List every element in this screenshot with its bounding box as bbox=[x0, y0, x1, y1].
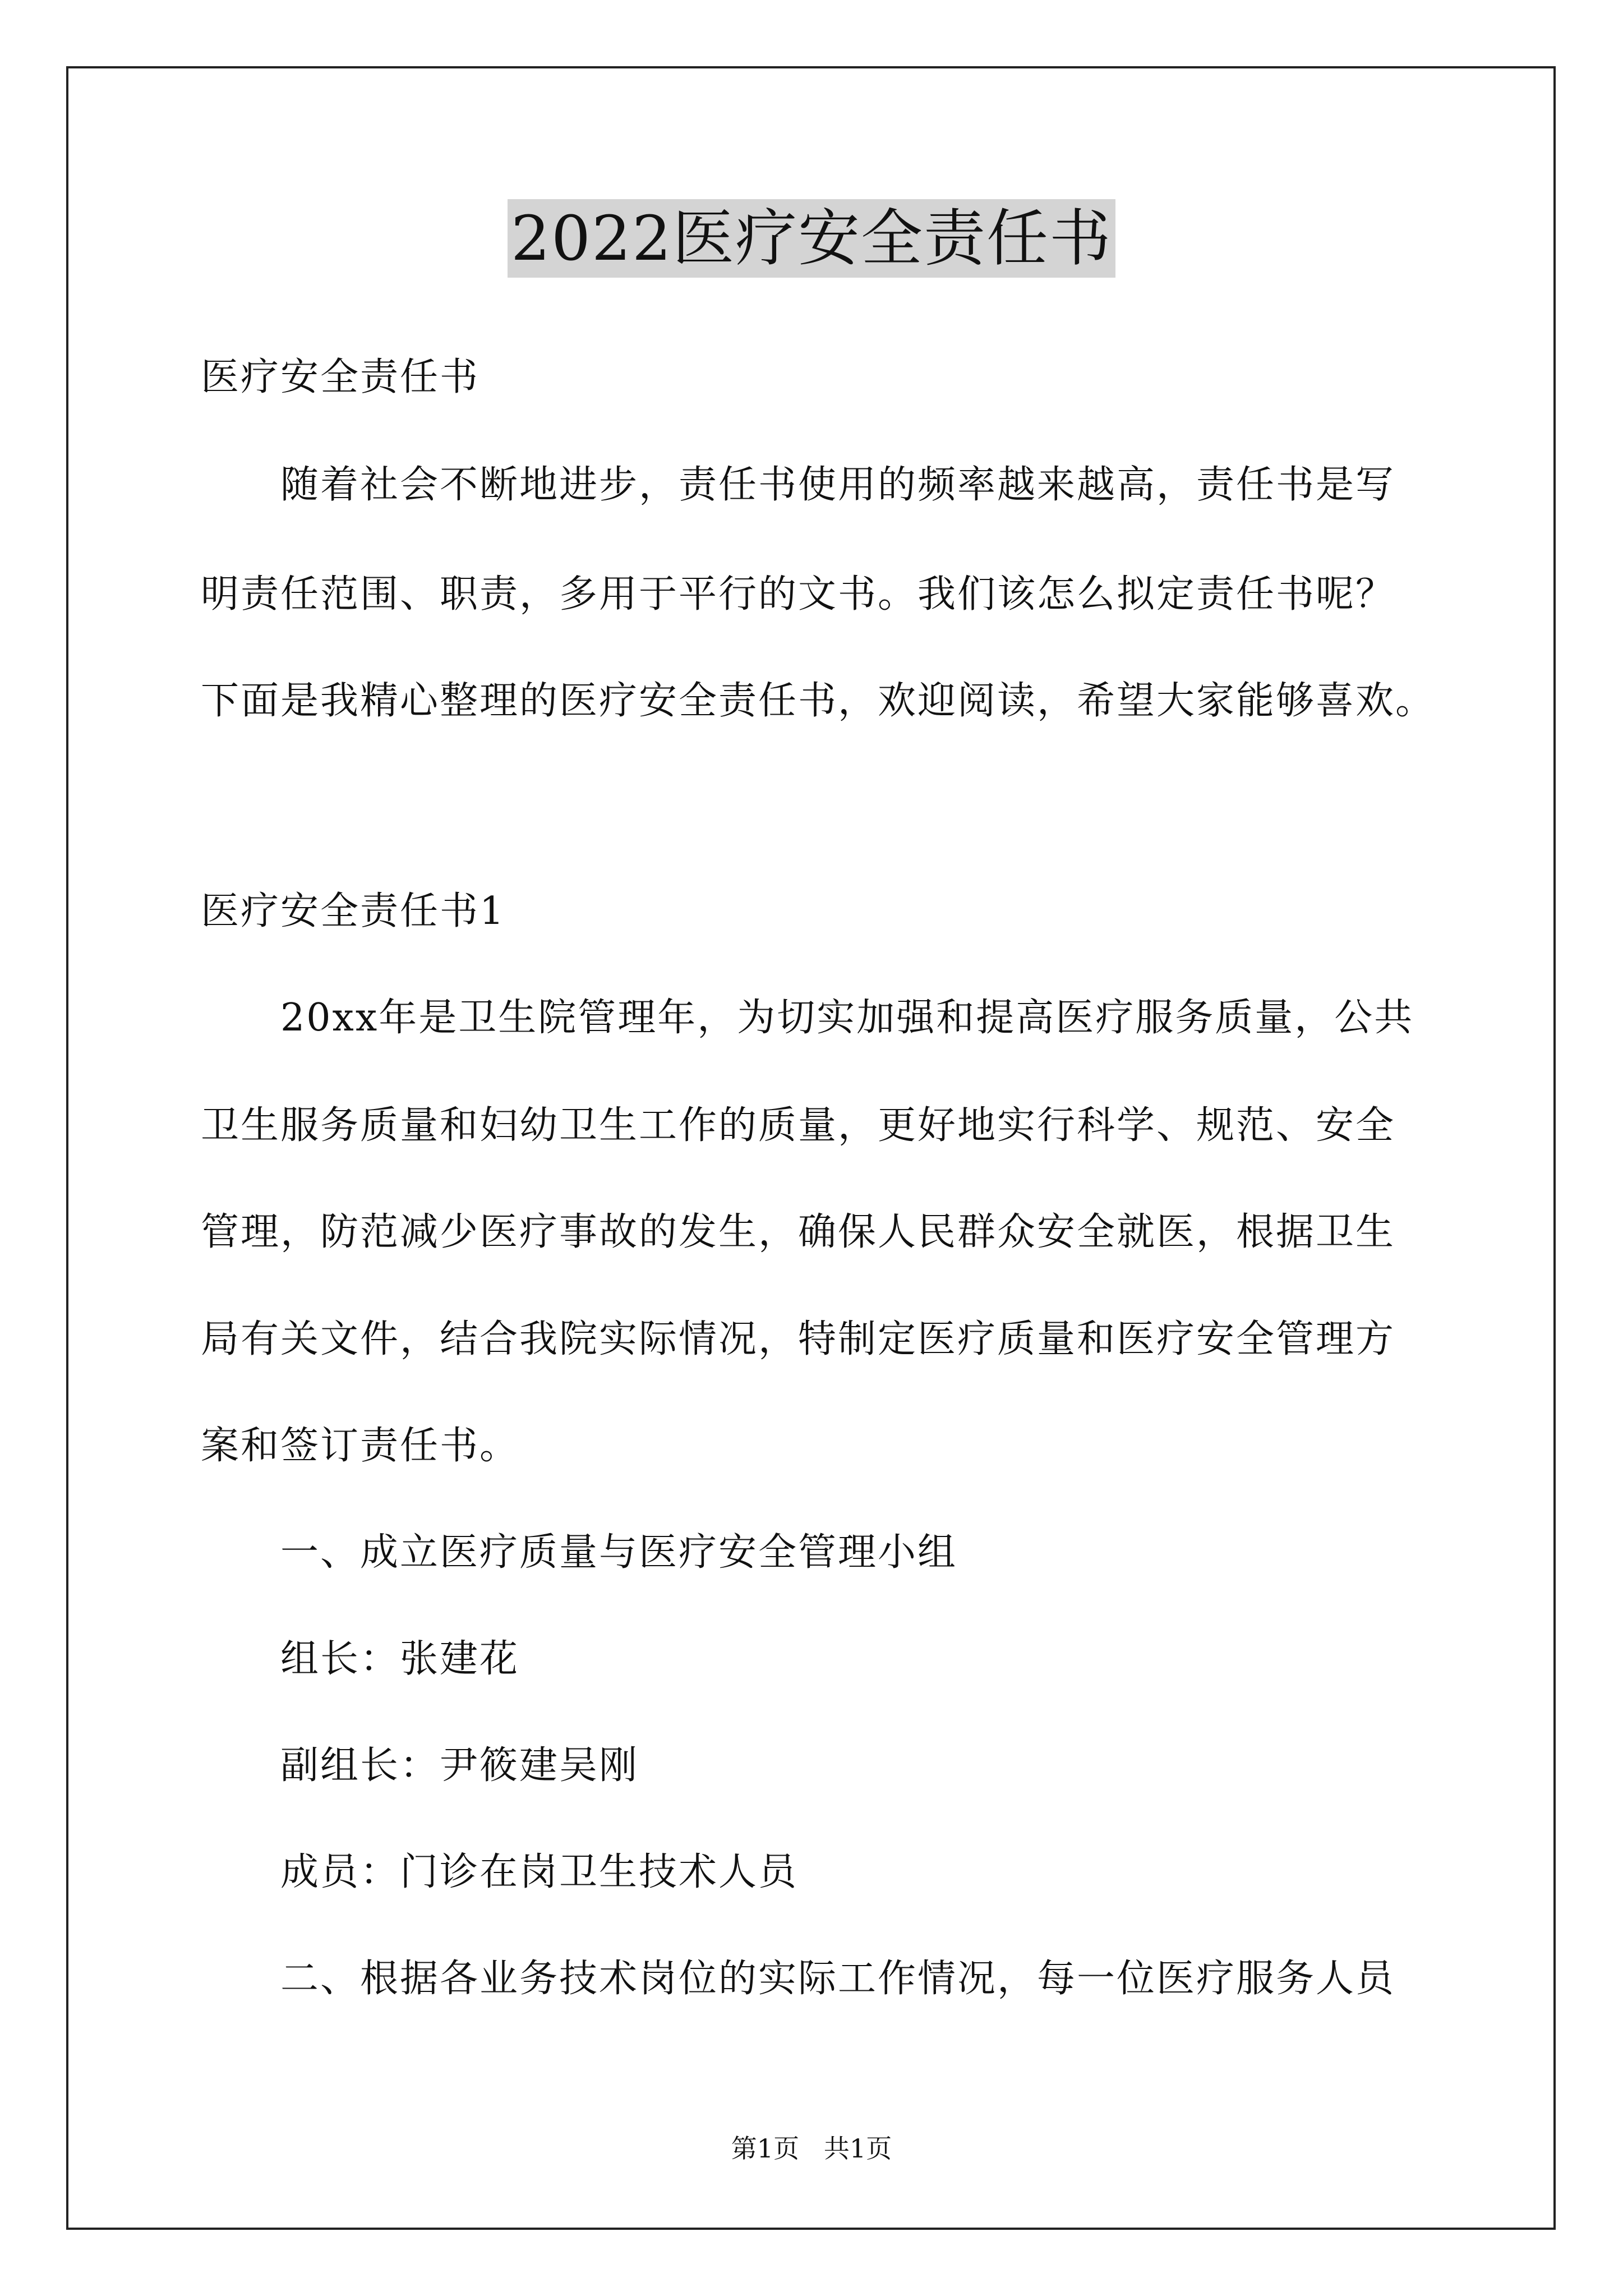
body-line-4: 局有关文件，结合我院实际情况，特制定医疗质量和医疗安全管理方 bbox=[201, 1317, 1396, 1361]
intro-line-2: 明责任范围、职责，多用于平行的文书。我们该怎么拟定责任书呢？ bbox=[201, 572, 1396, 616]
intro-line-3: 下面是我精心整理的医疗安全责任书，欢迎阅读，希望大家能够喜欢。 bbox=[201, 679, 1436, 723]
deputy-leader: 副组长：尹筱建吴刚 bbox=[280, 1743, 639, 1788]
body-line-2: 卫生服务质量和妇幼卫生工作的质量，更好地实行科学、规范、安全 bbox=[201, 1103, 1396, 1148]
title-wrap bbox=[0, 199, 1623, 278]
section-heading-1: 医疗安全责任书1 bbox=[201, 889, 506, 933]
group-leader: 组长：张建花 bbox=[280, 1637, 520, 1681]
page-footer: 第1页 共1页 bbox=[731, 2133, 892, 2164]
body-line-5: 案和签订责任书。 bbox=[201, 1424, 520, 1468]
group-members: 成员：门诊在岗卫生技术人员 bbox=[280, 1850, 799, 1894]
document-title: 2022医疗安全责任书 bbox=[508, 199, 1115, 278]
doc-subtitle: 医疗安全责任书 bbox=[201, 355, 480, 399]
intro-line-1: 随着社会不断地进步，责任书使用的频率越来越高，责任书是写 bbox=[280, 463, 1396, 507]
body-line-1: 20xx年是卫生院管理年，为切实加强和提高医疗服务质量，公共 bbox=[280, 996, 1414, 1040]
item-heading-1: 一、成立医疗质量与医疗安全管理小组 bbox=[280, 1530, 958, 1575]
body-line-3: 管理，防范减少医疗事故的发生，确保人民群众安全就医，根据卫生 bbox=[201, 1210, 1396, 1254]
item-heading-2: 二、根据各业务技术岗位的实际工作情况，每一位医疗服务人员 bbox=[280, 1957, 1396, 2001]
